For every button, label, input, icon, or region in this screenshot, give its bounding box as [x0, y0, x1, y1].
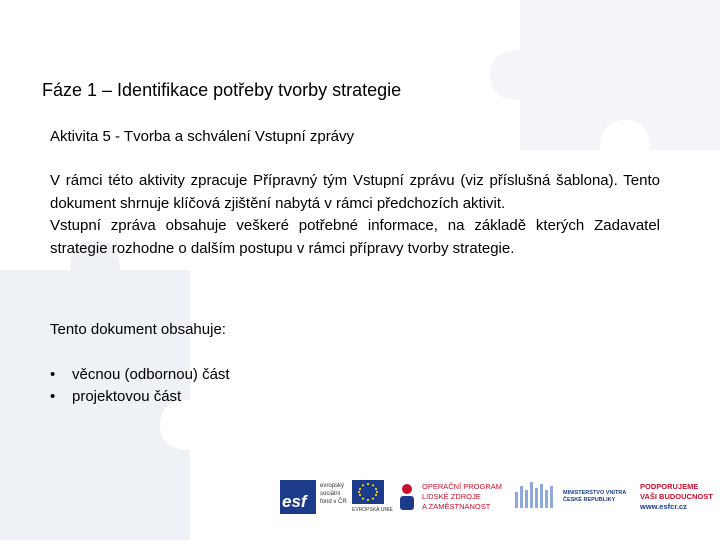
- paragraph-2: Vstupní zpráva obsahuje veškeré potřebné informace, na základě kterých Zadavatel strategie rozhodne o dalším postupu v rámci přípravy tvorby strategie.: [50, 217, 660, 257]
- activity-subtitle: Aktivita 5 - Tvorba a schválení Vstupní zprávy: [50, 128, 355, 145]
- list-item: [50, 364, 230, 386]
- esf-caption: evropský sociální fond v ČR: [320, 483, 347, 505]
- support-text: PODPORUJEME VAŠI BUDOUCNOST www.esfcr.cz: [640, 482, 713, 511]
- body-text: [50, 170, 660, 260]
- footer-logo-bar: [280, 476, 720, 520]
- esf-logo: esf: [280, 480, 316, 514]
- ministry-text: MINISTERSTVO VNITRA ČESKÉ REPUBLIKY: [563, 490, 627, 503]
- bullet-list: [50, 364, 230, 408]
- bullet-text: věcnou (odbornou) část: [72, 366, 230, 383]
- bullet-text: projektovou část: [72, 388, 182, 405]
- bullet-icon: •: [50, 388, 56, 405]
- support-url: www.esfcr.cz: [640, 502, 687, 511]
- bullet-icon: •: [50, 366, 56, 383]
- slide-title: Fáze 1 – Identifikace potřeby tvorby strategie: [42, 80, 402, 100]
- op-person-icon: [396, 482, 418, 512]
- list-item: [50, 386, 230, 408]
- op-program-text: OPERAČNÍ PROGRAM LIDSKÉ ZDROJE A ZAMĚSTNANOST: [422, 482, 503, 511]
- contains-label: Tento dokument obsahuje:: [50, 321, 226, 338]
- ministry-logo-icon: [514, 480, 556, 514]
- eu-caption: EVROPSKÁ UNIE: [352, 507, 393, 513]
- eu-flag-icon: [352, 480, 384, 504]
- paragraph-1: V rámci této aktivity zpracuje Přípravný tým Vstupní zprávu (viz příslušná šablona). Tento dokument shrnuje klíčová zjištění nabytá v rámci předchozích aktivit.: [50, 172, 660, 212]
